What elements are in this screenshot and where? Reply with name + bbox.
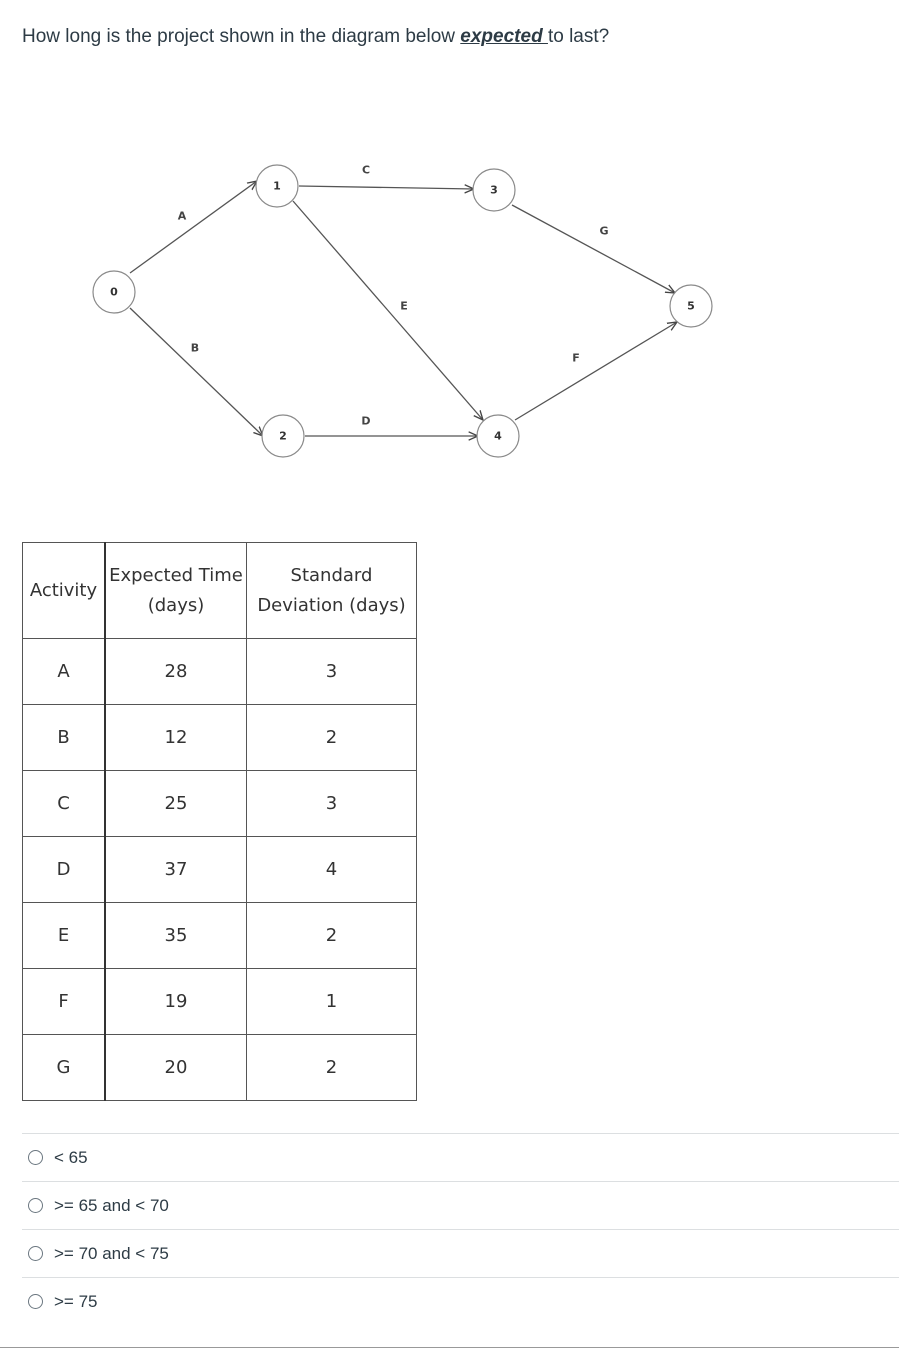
activity-cell: G: [23, 1035, 106, 1101]
sd-cell: 4: [247, 837, 417, 903]
sd-cell: 3: [247, 639, 417, 705]
activity-table: [22, 542, 417, 1101]
svg-text:2: 2: [279, 429, 287, 443]
bottom-divider: [0, 1347, 899, 1348]
option-label: >= 75: [54, 1291, 98, 1311]
header-expected-time: Expected Time (days): [105, 543, 247, 639]
time-cell: 19: [105, 969, 247, 1035]
option-label: < 65: [54, 1147, 88, 1167]
svg-text:0: 0: [110, 285, 118, 299]
activity-cell: C: [23, 771, 106, 837]
node-4: [477, 415, 519, 457]
activity-cell: F: [23, 969, 106, 1035]
network-diagram: [0, 150, 760, 480]
question-text: [22, 26, 609, 48]
edge-a: [130, 181, 257, 273]
sd-cell: 3: [247, 771, 417, 837]
radio-button[interactable]: [28, 1294, 43, 1309]
table-header-row: [23, 543, 417, 639]
table-row: [23, 1035, 417, 1101]
question-emphasis: expected: [460, 26, 548, 47]
edge-g: [512, 205, 675, 293]
answer-option-2[interactable]: [22, 1181, 899, 1229]
time-cell: 37: [105, 837, 247, 903]
answer-options: [22, 1133, 899, 1325]
sd-cell: 2: [247, 705, 417, 771]
time-cell: 25: [105, 771, 247, 837]
activity-cell: B: [23, 705, 106, 771]
time-cell: 12: [105, 705, 247, 771]
svg-text:3: 3: [490, 183, 498, 197]
radio-button[interactable]: [28, 1150, 43, 1165]
edge-label-g: G: [599, 224, 609, 238]
table-row: [23, 969, 417, 1035]
table-row: [23, 639, 417, 705]
table-row: [23, 705, 417, 771]
radio-button[interactable]: [28, 1198, 43, 1213]
node-5: [670, 285, 712, 327]
header-activity: Activity: [23, 543, 106, 639]
answer-option-1[interactable]: [22, 1133, 899, 1181]
activity-cell: A: [23, 639, 106, 705]
time-cell: 28: [105, 639, 247, 705]
edge-f: [515, 322, 677, 420]
question-prefix: How long is the project shown in the diagram below: [22, 26, 461, 47]
edge-label-a: A: [177, 209, 187, 223]
edge-b: [130, 308, 263, 436]
time-cell: 35: [105, 903, 247, 969]
edge-d: [305, 415, 478, 437]
radio-button[interactable]: [28, 1246, 43, 1261]
edge-label-f: F: [572, 351, 580, 365]
table-row: [23, 771, 417, 837]
node-2: [262, 415, 304, 457]
node-3: [473, 169, 515, 211]
option-label: >= 70 and < 75: [54, 1243, 169, 1263]
activity-cell: E: [23, 903, 106, 969]
table-row: [23, 837, 417, 903]
edge-label-b: B: [190, 341, 200, 355]
answer-option-4[interactable]: [22, 1277, 899, 1325]
edge-c: [299, 164, 474, 190]
edge-e: [293, 201, 483, 420]
header-standard-deviation: Standard Deviation (days): [247, 543, 417, 639]
question-suffix: to last?: [547, 26, 610, 47]
time-cell: 20: [105, 1035, 247, 1101]
svg-text:4: 4: [494, 429, 502, 443]
node-1: [256, 165, 298, 207]
svg-text:1: 1: [273, 179, 281, 193]
activity-cell: D: [23, 837, 106, 903]
edge-label-d: D: [361, 414, 371, 428]
sd-cell: 1: [247, 969, 417, 1035]
sd-cell: 2: [247, 903, 417, 969]
option-label: >= 65 and < 70: [54, 1195, 169, 1215]
table-row: [23, 903, 417, 969]
sd-cell: 2: [247, 1035, 417, 1101]
svg-text:5: 5: [687, 299, 695, 313]
answer-option-3[interactable]: [22, 1229, 899, 1277]
node-0: [93, 271, 135, 313]
edge-label-e: E: [400, 299, 408, 313]
edge-label-c: C: [361, 163, 371, 177]
